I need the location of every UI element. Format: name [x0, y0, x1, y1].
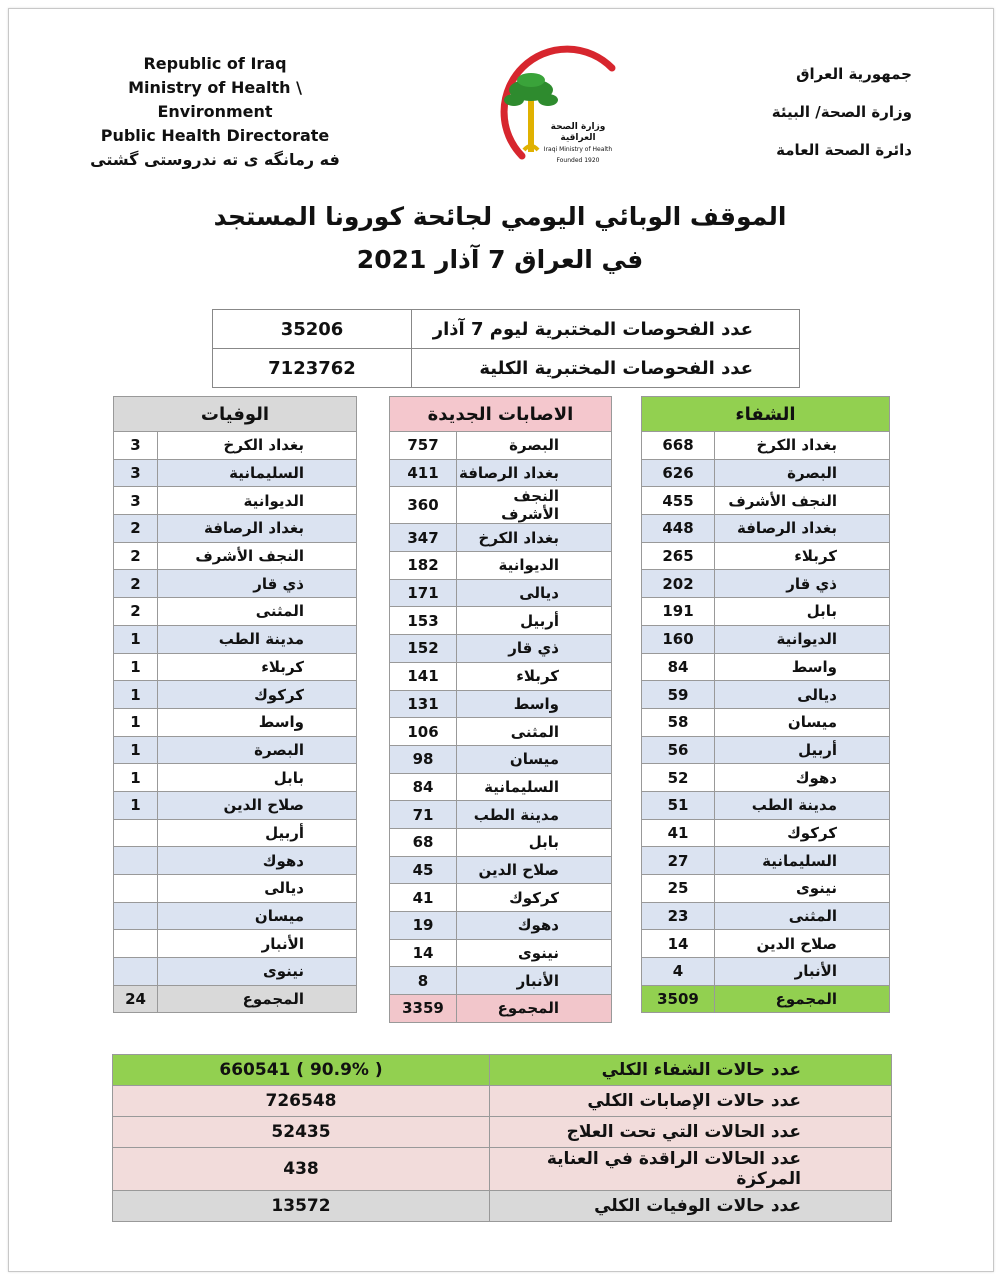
- row-value: 265: [642, 542, 715, 570]
- row-governorate: المثنى: [457, 718, 612, 746]
- total-row: [642, 985, 890, 1013]
- row-value: [114, 819, 158, 847]
- row-governorate: مدينة الطب: [158, 625, 357, 653]
- summary-value: 726548: [113, 1086, 490, 1117]
- total-label: المجموع: [457, 995, 612, 1023]
- summary-table: [112, 1054, 892, 1222]
- summary-label: عدد حالات الإصابات الكلي: [490, 1086, 892, 1117]
- summary-row: [113, 1191, 892, 1222]
- table-row: [642, 681, 890, 709]
- table-row: [390, 524, 612, 552]
- summary-row: [113, 1086, 892, 1117]
- row-value: 52: [642, 764, 715, 792]
- header-left: [70, 52, 360, 172]
- row-value: 191: [642, 598, 715, 626]
- row-governorate: ميسان: [457, 745, 612, 773]
- row-value: 152: [390, 635, 457, 663]
- table-row: [390, 635, 612, 663]
- table-row: [390, 662, 612, 690]
- row-governorate: بغداد الكرخ: [457, 524, 612, 552]
- row-governorate: بغداد الكرخ: [715, 432, 890, 460]
- summary-label: عدد الحالات التي تحت العلاج: [490, 1117, 892, 1148]
- table-row: [642, 542, 890, 570]
- tests-daily-row: [213, 310, 800, 349]
- summary-value: 13572: [113, 1191, 490, 1222]
- header-left-line1: Republic of Iraq: [143, 54, 287, 73]
- table-row: [390, 745, 612, 773]
- row-governorate: النجف الأشرف: [715, 487, 890, 515]
- row-value: 45: [390, 856, 457, 884]
- table-row: [114, 487, 357, 515]
- row-governorate: كركوك: [158, 681, 357, 709]
- row-value: 14: [642, 930, 715, 958]
- table-row: [114, 542, 357, 570]
- row-governorate: الأنبار: [158, 930, 357, 958]
- summary-row: [113, 1148, 892, 1191]
- row-value: 1: [114, 708, 158, 736]
- row-governorate: أربيل: [457, 607, 612, 635]
- row-governorate: النجف الأشرف: [158, 542, 357, 570]
- table-header-row: [642, 397, 890, 432]
- tests-daily-label: عدد الفحوصات المختبرية ليوم 7 آذار: [412, 310, 800, 349]
- recoveries-table: [641, 396, 890, 1013]
- table-row: [642, 819, 890, 847]
- logo-text-ar: وزارة الصحة العراقية: [550, 122, 606, 143]
- row-value: 160: [642, 625, 715, 653]
- table-row: [642, 487, 890, 515]
- table-row: [114, 902, 357, 930]
- row-value: 3: [114, 459, 158, 487]
- row-value: 141: [390, 662, 457, 690]
- row-governorate: مدينة الطب: [715, 791, 890, 819]
- total-label: المجموع: [158, 985, 357, 1013]
- table-row: [390, 459, 612, 487]
- row-governorate: صلاح الدين: [158, 791, 357, 819]
- row-governorate: أربيل: [158, 819, 357, 847]
- row-governorate: أربيل: [715, 736, 890, 764]
- header-right-line3: دائرة الصحة العامة: [776, 141, 912, 159]
- header-right: [712, 55, 912, 169]
- table-row: [114, 432, 357, 460]
- row-governorate: الأنبار: [715, 958, 890, 986]
- row-value: 2: [114, 515, 158, 543]
- row-governorate: الأنبار: [457, 967, 612, 995]
- summary-row: [113, 1117, 892, 1148]
- row-value: 360: [390, 487, 457, 524]
- table-header-row: [114, 397, 357, 432]
- row-value: 84: [642, 653, 715, 681]
- row-governorate: نينوى: [158, 958, 357, 986]
- row-governorate: المثنى: [158, 598, 357, 626]
- summary-value: 660541 ( 90.9% ): [113, 1055, 490, 1086]
- table-row: [390, 607, 612, 635]
- row-governorate: المثنى: [715, 902, 890, 930]
- table-row: [114, 847, 357, 875]
- row-governorate: السليمانية: [457, 773, 612, 801]
- report-title: الموقف الوبائي اليومي لجائحة كورونا المستجد: [213, 202, 787, 231]
- header-right-line1: جمهورية العراق: [796, 65, 912, 83]
- report-date: في العراق 7 آذار 2021: [356, 245, 644, 274]
- table-row: [390, 939, 612, 967]
- table-row: [642, 515, 890, 543]
- table-header-row: [390, 397, 612, 432]
- row-value: 8: [390, 967, 457, 995]
- table-row: [390, 967, 612, 995]
- row-governorate: الديوانية: [158, 487, 357, 515]
- row-value: 411: [390, 459, 457, 487]
- row-governorate: بابل: [715, 598, 890, 626]
- row-value: 153: [390, 607, 457, 635]
- row-value: [114, 930, 158, 958]
- row-governorate: نينوى: [715, 875, 890, 903]
- row-value: 23: [642, 902, 715, 930]
- row-governorate: ديالى: [158, 875, 357, 903]
- logo-caption: [535, 122, 621, 166]
- row-value: [114, 902, 158, 930]
- row-governorate: بابل: [158, 764, 357, 792]
- table-row: [390, 432, 612, 460]
- table-row: [114, 875, 357, 903]
- table-row: [642, 570, 890, 598]
- table-title: الاصابات الجديدة: [390, 397, 612, 432]
- table-row: [114, 625, 357, 653]
- row-governorate: البصرة: [715, 459, 890, 487]
- header-left-line2: Ministry of Health \ Environment: [128, 78, 302, 121]
- summary-value: 52435: [113, 1117, 490, 1148]
- table-row: [390, 487, 612, 524]
- row-governorate: ميسان: [158, 902, 357, 930]
- header-left-line3: Public Health Directorate: [100, 126, 330, 145]
- table-row: [642, 875, 890, 903]
- table-row: [642, 764, 890, 792]
- table-row: [390, 579, 612, 607]
- table-row: [114, 791, 357, 819]
- table-row: [642, 653, 890, 681]
- table-row: [114, 930, 357, 958]
- row-governorate: صلاح الدين: [715, 930, 890, 958]
- deaths-table: [113, 396, 357, 1013]
- table-row: [114, 570, 357, 598]
- row-value: 2: [114, 598, 158, 626]
- row-value: 3: [114, 487, 158, 515]
- row-value: 448: [642, 515, 715, 543]
- table-row: [642, 847, 890, 875]
- table-row: [114, 459, 357, 487]
- row-value: 59: [642, 681, 715, 709]
- row-governorate: ديالى: [457, 579, 612, 607]
- row-value: 1: [114, 764, 158, 792]
- row-governorate: ديالى: [715, 681, 890, 709]
- table-row: [114, 819, 357, 847]
- row-governorate: بابل: [457, 828, 612, 856]
- row-governorate: كربلاء: [457, 662, 612, 690]
- table-row: [390, 856, 612, 884]
- total-row: [114, 985, 357, 1013]
- row-value: 56: [642, 736, 715, 764]
- row-governorate: كربلاء: [158, 653, 357, 681]
- row-value: 202: [642, 570, 715, 598]
- table-title: الوفيات: [114, 397, 357, 432]
- row-value: 455: [642, 487, 715, 515]
- table-row: [642, 958, 890, 986]
- row-value: 1: [114, 625, 158, 653]
- table-row: [642, 791, 890, 819]
- table-row: [390, 884, 612, 912]
- row-value: 25: [642, 875, 715, 903]
- row-governorate: بغداد الكرخ: [158, 432, 357, 460]
- tests-total-row: [213, 349, 800, 388]
- row-governorate: دهوك: [158, 847, 357, 875]
- row-value: 106: [390, 718, 457, 746]
- table-row: [642, 625, 890, 653]
- table-title: الشفاء: [642, 397, 890, 432]
- table-row: [114, 681, 357, 709]
- table-row: [642, 736, 890, 764]
- table-row: [114, 958, 357, 986]
- row-value: 1: [114, 791, 158, 819]
- table-row: [642, 930, 890, 958]
- row-value: 41: [390, 884, 457, 912]
- row-governorate: كركوك: [715, 819, 890, 847]
- row-governorate: نينوى: [457, 939, 612, 967]
- row-value: 668: [642, 432, 715, 460]
- row-governorate: البصرة: [158, 736, 357, 764]
- row-value: 757: [390, 432, 457, 460]
- total-label: المجموع: [715, 985, 890, 1013]
- logo-founded: Founded 1920: [556, 157, 600, 164]
- row-value: 68: [390, 828, 457, 856]
- row-value: 1: [114, 736, 158, 764]
- row-governorate: ميسان: [715, 708, 890, 736]
- row-governorate: البصرة: [457, 432, 612, 460]
- row-governorate: صلاح الدين: [457, 856, 612, 884]
- tests-table: [212, 309, 800, 388]
- row-governorate: ذي قار: [715, 570, 890, 598]
- new-cases-table: [389, 396, 612, 1023]
- row-governorate: مدينة الطب: [457, 801, 612, 829]
- row-value: [114, 847, 158, 875]
- table-row: [390, 828, 612, 856]
- table-row: [114, 708, 357, 736]
- row-governorate: بغداد الرصافة: [158, 515, 357, 543]
- row-governorate: دهوك: [457, 912, 612, 940]
- row-governorate: واسط: [457, 690, 612, 718]
- header-right-line2: وزارة الصحة/ البيئة: [771, 103, 912, 121]
- row-value: 131: [390, 690, 457, 718]
- row-governorate: ذي قار: [158, 570, 357, 598]
- table-row: [114, 598, 357, 626]
- table-row: [642, 902, 890, 930]
- row-governorate: واسط: [158, 708, 357, 736]
- row-governorate: الديوانية: [715, 625, 890, 653]
- table-row: [642, 598, 890, 626]
- tests-total-value: 7123762: [213, 349, 412, 388]
- row-governorate: واسط: [715, 653, 890, 681]
- table-row: [642, 459, 890, 487]
- row-governorate: النجف الأشرف: [457, 487, 612, 524]
- table-row: [390, 801, 612, 829]
- row-governorate: دهوك: [715, 764, 890, 792]
- row-value: 98: [390, 745, 457, 773]
- table-row: [114, 736, 357, 764]
- row-governorate: ذي قار: [457, 635, 612, 663]
- tests-daily-value: 35206: [213, 310, 412, 349]
- summary-row: [113, 1055, 892, 1086]
- row-value: 626: [642, 459, 715, 487]
- table-row: [390, 912, 612, 940]
- row-value: 3: [114, 432, 158, 460]
- tests-total-label: عدد الفحوصات المختبرية الكلية: [412, 349, 800, 388]
- row-value: 171: [390, 579, 457, 607]
- row-value: 347: [390, 524, 457, 552]
- total-value: 24: [114, 985, 158, 1013]
- row-value: 1: [114, 681, 158, 709]
- row-governorate: كركوك: [457, 884, 612, 912]
- table-row: [390, 552, 612, 580]
- row-value: 27: [642, 847, 715, 875]
- table-row: [114, 764, 357, 792]
- row-value: 71: [390, 801, 457, 829]
- row-value: 14: [390, 939, 457, 967]
- table-row: [114, 653, 357, 681]
- row-value: 2: [114, 542, 158, 570]
- row-value: 41: [642, 819, 715, 847]
- summary-label: عدد حالات الشفاء الكلي: [490, 1055, 892, 1086]
- total-row: [390, 995, 612, 1023]
- table-row: [114, 515, 357, 543]
- table-row: [390, 773, 612, 801]
- row-value: 2: [114, 570, 158, 598]
- summary-label: عدد الحالات الراقدة في العناية المركزة: [490, 1148, 892, 1191]
- row-value: 84: [390, 773, 457, 801]
- summary-value: 438: [113, 1148, 490, 1191]
- row-value: 19: [390, 912, 457, 940]
- row-governorate: السليمانية: [158, 459, 357, 487]
- row-value: [114, 875, 158, 903]
- row-value: 4: [642, 958, 715, 986]
- row-governorate: بغداد الرصافة: [457, 459, 612, 487]
- row-governorate: بغداد الرصافة: [715, 515, 890, 543]
- row-governorate: السليمانية: [715, 847, 890, 875]
- row-value: 182: [390, 552, 457, 580]
- row-value: 51: [642, 791, 715, 819]
- header-left-line4: فه رمانگه ى ته ندروستى گشتى: [90, 150, 340, 169]
- table-row: [642, 708, 890, 736]
- row-governorate: كربلاء: [715, 542, 890, 570]
- summary-label: عدد حالات الوفيات الكلي: [490, 1191, 892, 1222]
- table-row: [390, 718, 612, 746]
- total-value: 3359: [390, 995, 457, 1023]
- table-row: [642, 432, 890, 460]
- row-value: [114, 958, 158, 986]
- row-governorate: الديوانية: [457, 552, 612, 580]
- total-value: 3509: [642, 985, 715, 1013]
- row-value: 58: [642, 708, 715, 736]
- logo-text-en: Iraqi Ministry of Health: [543, 146, 613, 153]
- row-value: 1: [114, 653, 158, 681]
- table-row: [390, 690, 612, 718]
